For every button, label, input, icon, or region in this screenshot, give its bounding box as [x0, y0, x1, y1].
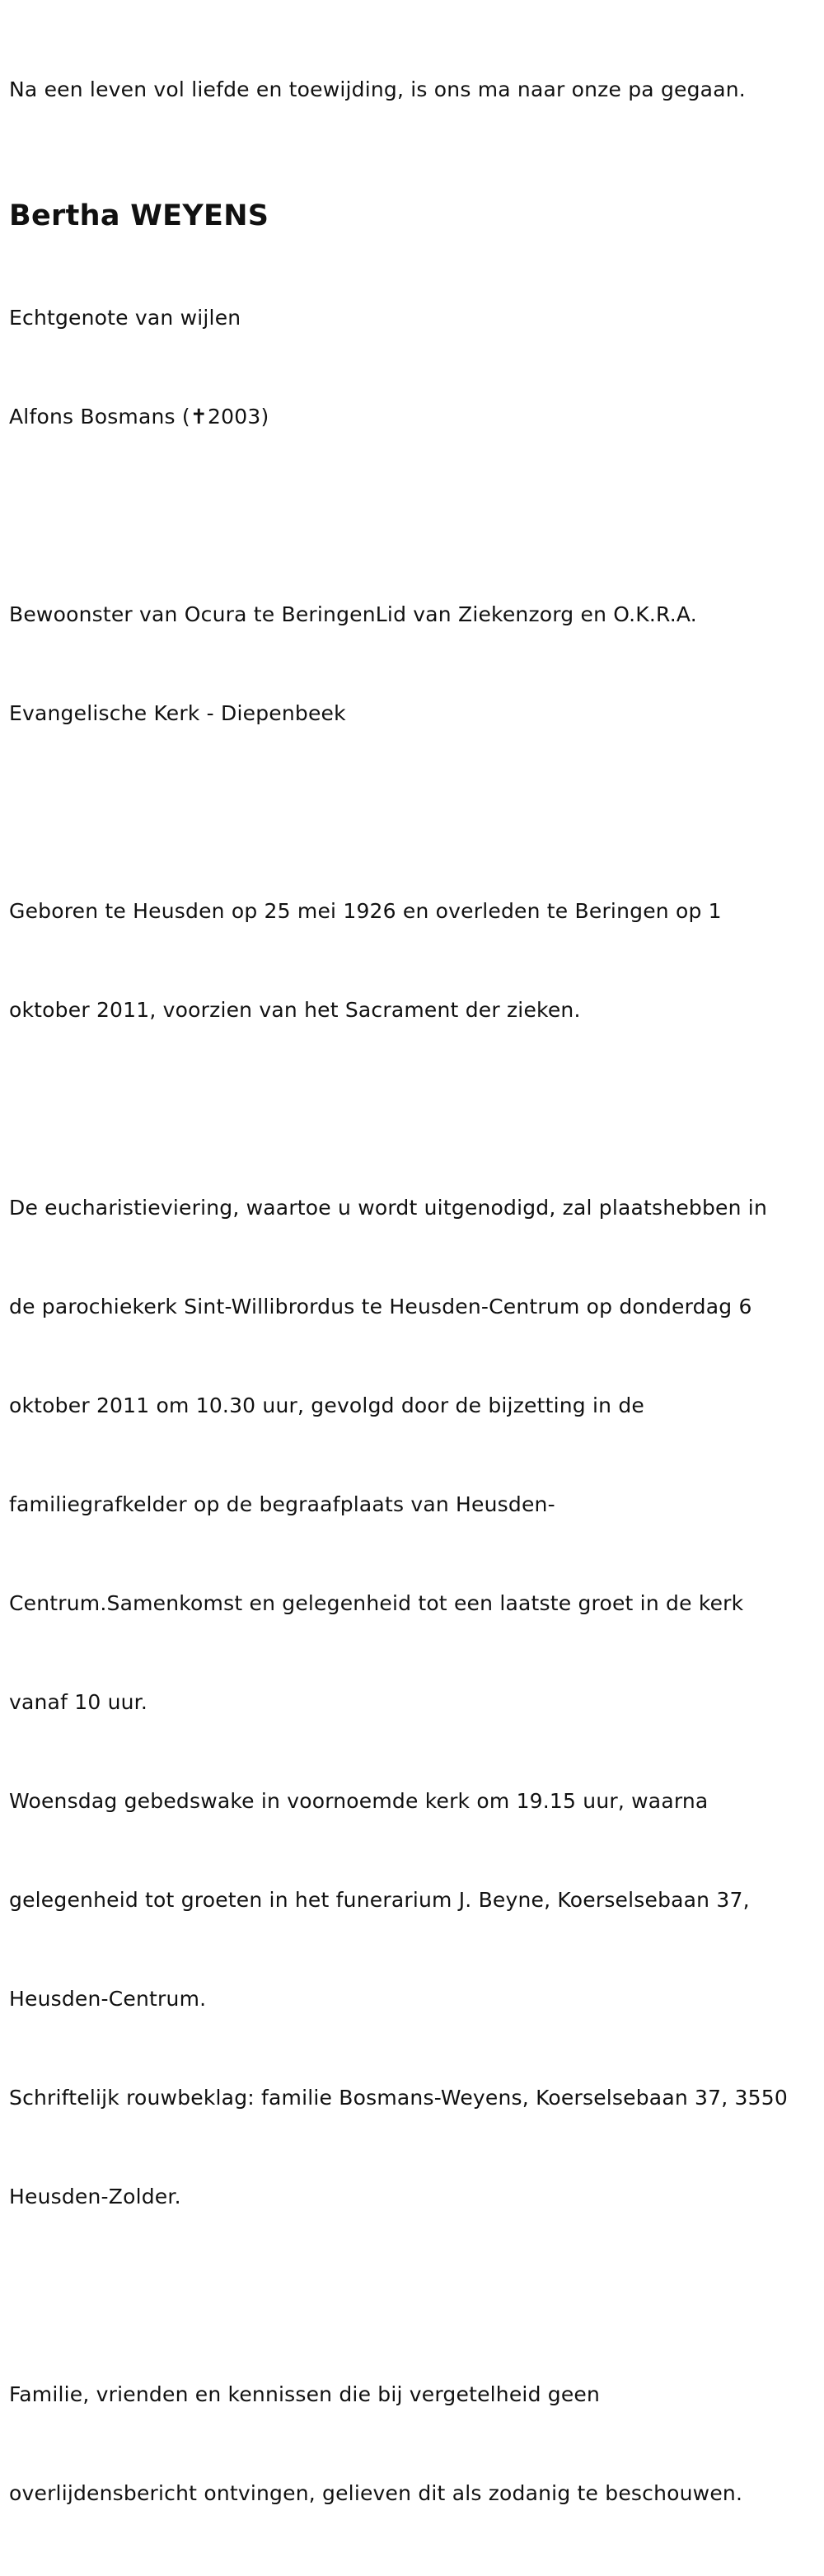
ceremony-line: Centrum.Samenkomst en gelegenheid tot een laatste groet in de kerk — [9, 1591, 744, 1615]
spouse-line-1: Echtgenote van wijlen — [9, 306, 241, 330]
wake-line: Heusden-Centrum. — [9, 1987, 207, 2011]
birth-death-info — [9, 829, 824, 1093]
ceremony-line: familiegrafkelder op de begraafplaats van Heusden- — [9, 1492, 555, 1516]
ceremony-line: de parochiekerk Sint-Willibrordus te Heusden-Centrum op donderdag 6 — [9, 1295, 752, 1318]
affiliations-line-2: Evangelische Kerk - Diepenbeek — [9, 701, 346, 725]
intro-text — [9, 7, 824, 172]
condolence-line: Heusden-Zolder. — [9, 2185, 181, 2208]
closing-line-1: Familie, vrienden en kennissen die bij vergetelheid geen — [9, 2382, 601, 2406]
ceremony-line: vanaf 10 uur. — [9, 1690, 148, 1714]
intro-line: Na een leven vol liefde en toewijding, is ons ma naar onze pa gegaan. — [9, 77, 746, 101]
closing-text — [9, 2312, 824, 2576]
birth-death-line-1: Geboren te Heusden op 25 mei 1926 en overleden te Beringen op 1 — [9, 899, 722, 923]
wake-line: gelegenheid tot groeten in het funerarium J. Beyne, Koerselsebaan 37, — [9, 1888, 750, 1912]
ceremony-line: De eucharistieviering, waartoe u wordt uitgenodigd, zal plaatshebben in — [9, 1196, 767, 1220]
spouse-info — [9, 236, 824, 499]
ceremony-line: oktober 2011 om 10.30 uur, gevolgd door de bijzetting in de — [9, 1393, 645, 1417]
ceremony-info — [9, 1126, 824, 2279]
birth-death-line-2: oktober 2011, voorzien van het Sacrament der zieken. — [9, 998, 581, 1022]
condolence-line: Schriftelijk rouwbeklag: familie Bosmans-Weyens, Koerselsebaan 37, 3550 — [9, 2086, 788, 2110]
deceased-name: Bertha WEYENS — [9, 199, 269, 232]
wake-line: Woensdag gebedswake in voornoemde kerk om 19.15 uur, waarna — [9, 1789, 709, 1813]
affiliations-line-1: Bewoonster van Ocura te BeringenLid van Ziekenzorg en O.K.R.A. — [9, 602, 697, 626]
affiliations-info — [9, 532, 824, 796]
closing-line-2: overlijdensbericht ontvingen, gelieven dit als zodanig te beschouwen. — [9, 2481, 743, 2505]
spouse-line-2: Alfons Bosmans (✝2003) — [9, 405, 269, 429]
